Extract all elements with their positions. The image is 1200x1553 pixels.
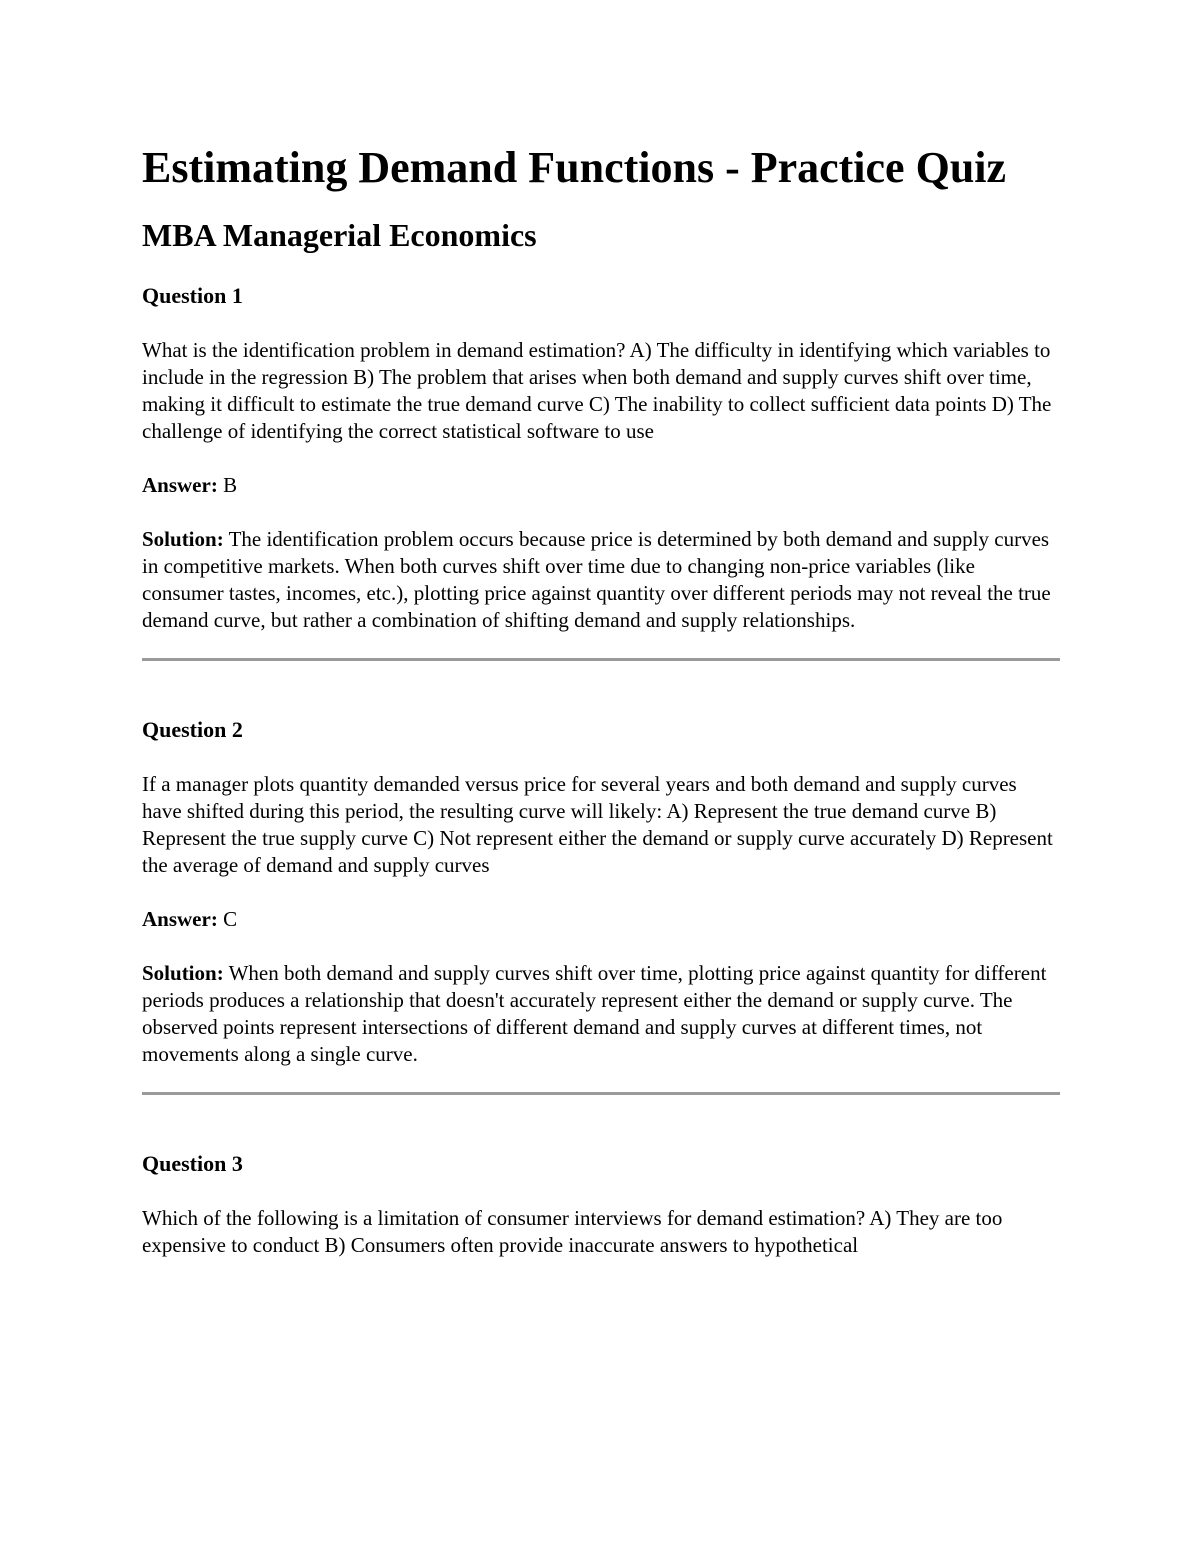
- page-title: Estimating Demand Functions - Practice Quiz: [142, 143, 1007, 192]
- answer-value: C: [223, 907, 238, 931]
- solution-paragraph: [142, 526, 1060, 634]
- question-heading: Question 2: [142, 717, 243, 742]
- solution-label: Solution:: [142, 961, 224, 985]
- answer-value: B: [223, 473, 238, 497]
- page-subtitle: MBA Managerial Economics: [142, 217, 537, 253]
- solution-label: Solution:: [142, 527, 224, 551]
- question-block-3: [142, 1150, 1060, 1259]
- question-text: If a manager plots quantity demanded versus price for several years and both demand and supply curves have shifted during this period, the resulting curve will likely: A) Represent the true demand curve B) Represent the true supply curve C) Not represent either the demand or supply curve accurately D) Represent the average of demand and supply curves: [142, 772, 1053, 877]
- question-text: What is the identification problem in demand estimation? A) The difficulty in identifying which variables to include in the regression B) The problem that arises when both demand and supply curves shift over time, making it difficult to estimate the true demand curve C) The inability to collect sufficient data points D) The challenge of identifying the correct statistical software to use: [142, 338, 1052, 443]
- answer-line: [142, 906, 1060, 933]
- answer-line: [142, 472, 1060, 499]
- question-heading: Question 3: [142, 1151, 243, 1176]
- solution-text: The identification problem occurs because price is determined by both demand and supply curves in competitive markets. When both curves shift over time due to changing non-price variables (like consumer tastes, incomes, etc.), plotting price against quantity over different periods may not reveal the true demand curve, but rather a combination of shifting demand and supply relationships.: [142, 527, 1051, 632]
- solution-paragraph: [142, 960, 1060, 1068]
- question-block-1: [142, 282, 1060, 634]
- question-block-2: [142, 716, 1060, 1068]
- answer-label: Answer:: [142, 907, 218, 931]
- solution-text: When both demand and supply curves shift over time, plotting price against quantity for different periods produces a relationship that doesn't accurately represent either the demand or supply curve. The observed points represent intersections of different demand and supply curves at different times, not movements along a single curve.: [142, 961, 1047, 1066]
- question-heading: Question 1: [142, 283, 243, 308]
- question-text: Which of the following is a limitation of consumer interviews for demand estimation? A) They are too expensive to conduct B) Consumers often provide inaccurate answers to hypothetical: [142, 1206, 1003, 1257]
- section-divider: [142, 1092, 1060, 1095]
- document-page: [142, 142, 1060, 1259]
- answer-label: Answer:: [142, 473, 218, 497]
- section-divider: [142, 658, 1060, 661]
